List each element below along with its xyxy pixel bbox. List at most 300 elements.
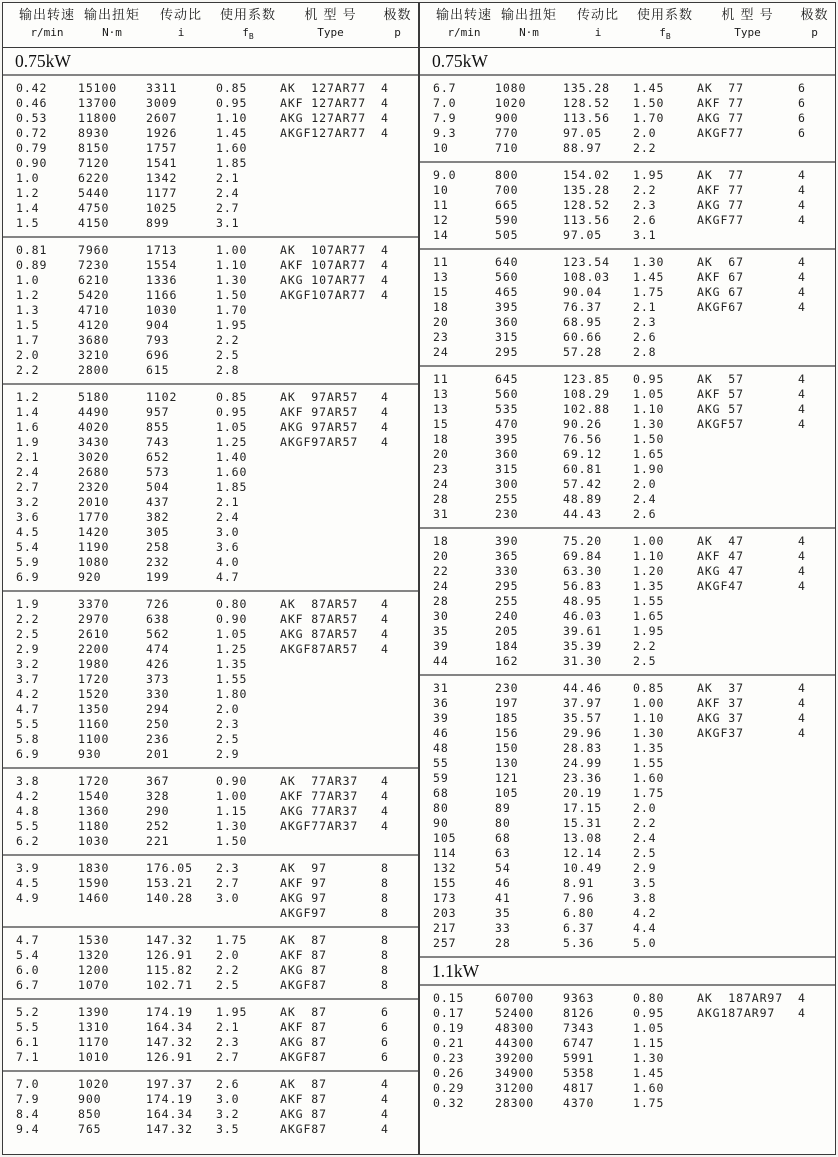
cell-type: AK 87 xyxy=(280,1077,327,1092)
header-unit: Type xyxy=(317,26,344,39)
table-row xyxy=(420,345,835,360)
cell-ratio: 2607 xyxy=(146,111,178,126)
cell-ratio: 258 xyxy=(146,540,170,555)
cell-type: AK 87AR57 xyxy=(280,597,359,612)
cell-type xyxy=(697,228,798,243)
cell-type xyxy=(280,687,381,702)
cell-type xyxy=(697,507,798,522)
table-row xyxy=(420,300,835,315)
cell-service-factor: 1.10 xyxy=(633,402,665,417)
cell-service-factor: 0.95 xyxy=(216,405,248,420)
table-row xyxy=(3,405,418,420)
cell-ratio: 1926 xyxy=(146,126,178,141)
cell-poles xyxy=(798,462,831,477)
cell-service-factor: 3.6 xyxy=(216,540,240,555)
cell-service-factor: 2.5 xyxy=(216,978,240,993)
cell-type xyxy=(697,846,798,861)
cell-service-factor: 2.6 xyxy=(633,213,657,228)
table-row xyxy=(3,834,418,849)
cell-ratio: 76.37 xyxy=(563,300,603,315)
cell-output-speed: 0.15 xyxy=(433,991,465,1006)
cell-output-torque: 1420 xyxy=(78,525,110,540)
cell-ratio: 176.05 xyxy=(146,861,193,876)
cell-service-factor: 1.95 xyxy=(633,624,665,639)
cell-ratio: 60.66 xyxy=(563,330,603,345)
cell-output-speed: 11 xyxy=(433,198,449,213)
cell-type xyxy=(697,756,798,771)
spec-row-group xyxy=(420,984,835,1116)
cell-output-speed: 5.4 xyxy=(16,948,40,963)
cell-output-speed: 2.9 xyxy=(16,642,40,657)
cell-output-torque: 770 xyxy=(495,126,519,141)
cell-poles: 4 xyxy=(381,81,389,96)
cell-output-torque: 560 xyxy=(495,270,519,285)
cell-ratio: 615 xyxy=(146,363,170,378)
cell-service-factor: 2.5 xyxy=(216,732,240,747)
table-row xyxy=(420,861,835,876)
header-service-factor xyxy=(216,8,280,43)
cell-poles: 4 xyxy=(798,696,806,711)
header-service-factor xyxy=(633,8,697,43)
cell-type xyxy=(697,330,798,345)
cell-poles xyxy=(798,936,831,951)
cell-type: AKGF77 xyxy=(697,126,744,141)
cell-output-speed: 15 xyxy=(433,417,449,432)
cell-output-torque: 185 xyxy=(495,711,519,726)
cell-ratio: 35.57 xyxy=(563,711,603,726)
cell-output-torque: 89 xyxy=(495,801,511,816)
cell-ratio: 1554 xyxy=(146,258,178,273)
spec-row-group xyxy=(3,767,418,854)
cell-output-torque: 850 xyxy=(78,1107,102,1122)
cell-output-torque: 315 xyxy=(495,330,519,345)
cell-ratio: 31.30 xyxy=(563,654,603,669)
table-row xyxy=(3,243,418,258)
table-row xyxy=(420,492,835,507)
cell-output-torque: 1160 xyxy=(78,717,110,732)
cell-output-speed: 257 xyxy=(433,936,457,951)
cell-output-speed: 2.2 xyxy=(16,612,40,627)
cell-service-factor: 2.6 xyxy=(633,507,657,522)
cell-type: AK 87 xyxy=(280,1005,327,1020)
cell-output-speed: 9.0 xyxy=(433,168,457,183)
cell-service-factor: 0.90 xyxy=(216,774,248,789)
cell-service-factor: 2.7 xyxy=(216,1050,240,1065)
cell-service-factor: 1.30 xyxy=(633,255,665,270)
cell-poles: 4 xyxy=(381,111,389,126)
table-row xyxy=(420,1051,835,1066)
table-row xyxy=(420,1036,835,1051)
cell-output-torque: 700 xyxy=(495,183,519,198)
cell-ratio: 13.08 xyxy=(563,831,603,846)
cell-type: AKF 87AR57 xyxy=(280,612,359,627)
cell-type xyxy=(697,786,798,801)
table-row xyxy=(3,819,418,834)
table-row xyxy=(420,432,835,447)
cell-service-factor: 1.90 xyxy=(633,462,665,477)
header-label: 使用系数 xyxy=(219,8,276,23)
cell-output-torque: 6220 xyxy=(78,171,110,186)
cell-ratio: 147.32 xyxy=(146,1035,193,1050)
cell-ratio: 5.36 xyxy=(563,936,595,951)
cell-output-torque: 930 xyxy=(78,747,102,762)
cell-output-torque: 2200 xyxy=(78,642,110,657)
cell-poles: 4 xyxy=(798,213,806,228)
cell-output-torque: 3680 xyxy=(78,333,110,348)
table-row xyxy=(3,555,418,570)
cell-type: AKF 107AR77 xyxy=(280,258,367,273)
cell-ratio: 57.28 xyxy=(563,345,603,360)
cell-poles xyxy=(798,801,831,816)
cell-poles: 4 xyxy=(381,405,389,420)
cell-output-torque: 470 xyxy=(495,417,519,432)
cell-output-speed: 6.9 xyxy=(16,570,40,585)
cell-output-speed: 0.19 xyxy=(433,1021,465,1036)
cell-poles: 4 xyxy=(798,726,806,741)
cell-ratio: 126.91 xyxy=(146,1050,193,1065)
cell-service-factor: 1.75 xyxy=(633,285,665,300)
table-row xyxy=(420,81,835,96)
table-row xyxy=(420,1066,835,1081)
cell-output-speed: 4.5 xyxy=(16,876,40,891)
table-row xyxy=(3,933,418,948)
cell-service-factor: 1.60 xyxy=(216,141,248,156)
table-row xyxy=(420,285,835,300)
cell-type xyxy=(280,717,381,732)
cell-ratio: 793 xyxy=(146,333,170,348)
cell-output-torque: 5440 xyxy=(78,186,110,201)
cell-output-speed: 1.2 xyxy=(16,390,40,405)
cell-service-factor: 2.1 xyxy=(633,300,657,315)
table-row xyxy=(3,732,418,747)
cell-poles xyxy=(381,732,414,747)
table-row xyxy=(3,510,418,525)
cell-type xyxy=(280,186,381,201)
cell-ratio: 328 xyxy=(146,789,170,804)
table-row xyxy=(420,609,835,624)
cell-service-factor: 1.20 xyxy=(633,564,665,579)
cell-type: AK 97 xyxy=(280,861,327,876)
cell-service-factor: 2.0 xyxy=(633,477,657,492)
cell-type xyxy=(280,465,381,480)
cell-output-speed: 13 xyxy=(433,402,449,417)
cell-poles xyxy=(381,657,414,672)
cell-type: AKGF67 xyxy=(697,300,744,315)
table-row xyxy=(3,1122,418,1137)
cell-type: AKGF97AR57 xyxy=(280,435,359,450)
header-unit: Type xyxy=(734,26,761,39)
cell-output-torque: 465 xyxy=(495,285,519,300)
cell-output-torque: 8930 xyxy=(78,126,110,141)
cell-poles xyxy=(381,540,414,555)
spec-table-right xyxy=(419,3,835,1154)
cell-type xyxy=(280,672,381,687)
cell-ratio: 48.95 xyxy=(563,594,603,609)
cell-service-factor: 2.2 xyxy=(633,816,657,831)
cell-service-factor: 3.0 xyxy=(216,525,240,540)
cell-output-torque: 35 xyxy=(495,906,511,921)
cell-ratio: 294 xyxy=(146,702,170,717)
cell-output-speed: 155 xyxy=(433,876,457,891)
cell-ratio: 90.04 xyxy=(563,285,603,300)
table-row xyxy=(420,387,835,402)
cell-poles: 4 xyxy=(798,549,806,564)
cell-type xyxy=(280,732,381,747)
cell-ratio: 250 xyxy=(146,717,170,732)
cell-poles: 4 xyxy=(798,183,806,198)
cell-ratio: 108.29 xyxy=(563,387,610,402)
cell-type xyxy=(280,363,381,378)
table-row xyxy=(3,273,418,288)
cell-ratio: 37.97 xyxy=(563,696,603,711)
cell-output-torque: 1180 xyxy=(78,819,110,834)
cell-poles: 4 xyxy=(381,1077,389,1092)
cell-type xyxy=(280,540,381,555)
cell-type: AK 57 xyxy=(697,372,744,387)
cell-output-torque: 710 xyxy=(495,141,519,156)
cell-output-torque: 1070 xyxy=(78,978,110,993)
table-row xyxy=(3,258,418,273)
cell-service-factor: 1.95 xyxy=(633,168,665,183)
table-row xyxy=(420,447,835,462)
cell-ratio: 69.12 xyxy=(563,447,603,462)
cell-ratio: 23.36 xyxy=(563,771,603,786)
cell-type: AK 37 xyxy=(697,681,744,696)
cell-ratio: 57.42 xyxy=(563,477,603,492)
table-row xyxy=(420,183,835,198)
table-row xyxy=(3,435,418,450)
cell-ratio: 88.97 xyxy=(563,141,603,156)
cell-type: AKF 77 xyxy=(697,183,744,198)
cell-service-factor: 1.15 xyxy=(216,804,248,819)
table-row xyxy=(3,774,418,789)
cell-output-torque: 6210 xyxy=(78,273,110,288)
cell-service-factor: 1.05 xyxy=(633,387,665,402)
cell-poles xyxy=(381,363,414,378)
table-row xyxy=(420,507,835,522)
cell-poles xyxy=(798,639,831,654)
cell-service-factor: 1.30 xyxy=(633,417,665,432)
cell-type xyxy=(697,861,798,876)
cell-ratio: 504 xyxy=(146,480,170,495)
table-row xyxy=(3,525,418,540)
cell-output-torque: 1080 xyxy=(78,555,110,570)
cell-ratio: 108.03 xyxy=(563,270,610,285)
cell-output-speed: 39 xyxy=(433,711,449,726)
cell-poles xyxy=(381,570,414,585)
cell-poles xyxy=(798,831,831,846)
cell-output-speed: 0.79 xyxy=(16,141,48,156)
table-row xyxy=(420,141,835,156)
cell-service-factor: 2.3 xyxy=(216,1035,240,1050)
cell-ratio: 28.83 xyxy=(563,741,603,756)
cell-output-speed: 20 xyxy=(433,315,449,330)
power-section-label: 0.75kW xyxy=(15,51,71,72)
cell-ratio: 90.26 xyxy=(563,417,603,432)
cell-service-factor: 2.1 xyxy=(216,495,240,510)
cell-service-factor: 1.65 xyxy=(633,609,665,624)
cell-output-torque: 54 xyxy=(495,861,511,876)
cell-type xyxy=(280,747,381,762)
table-row xyxy=(420,330,835,345)
cell-output-speed: 203 xyxy=(433,906,457,921)
cell-service-factor: 2.4 xyxy=(633,831,657,846)
cell-output-torque: 63 xyxy=(495,846,511,861)
cell-service-factor: 1.10 xyxy=(633,549,665,564)
spec-row-group xyxy=(3,383,418,590)
cell-output-speed: 6.0 xyxy=(16,963,40,978)
cell-service-factor: 1.75 xyxy=(633,786,665,801)
cell-type xyxy=(280,480,381,495)
cell-output-torque: 560 xyxy=(495,387,519,402)
cell-poles: 4 xyxy=(381,258,389,273)
cell-service-factor: 0.90 xyxy=(216,612,248,627)
cell-output-speed: 2.7 xyxy=(16,480,40,495)
cell-type xyxy=(697,876,798,891)
cell-type xyxy=(697,594,798,609)
cell-service-factor: 2.1 xyxy=(216,171,240,186)
cell-type xyxy=(697,831,798,846)
cell-type: AKG 77 xyxy=(697,111,744,126)
cell-service-factor: 2.5 xyxy=(633,846,657,861)
cell-ratio: 236 xyxy=(146,732,170,747)
cell-poles: 6 xyxy=(798,81,806,96)
cell-output-speed: 2.0 xyxy=(16,348,40,363)
cell-type: AKG 77 xyxy=(697,198,744,213)
cell-ratio: 113.56 xyxy=(563,111,610,126)
spec-row-group xyxy=(3,926,418,998)
cell-ratio: 128.52 xyxy=(563,198,610,213)
cell-output-torque: 1590 xyxy=(78,876,110,891)
cell-type xyxy=(280,510,381,525)
cell-type xyxy=(280,156,381,171)
cell-service-factor: 1.00 xyxy=(633,696,665,711)
cell-type xyxy=(280,702,381,717)
table-row xyxy=(3,288,418,303)
cell-poles: 8 xyxy=(381,963,389,978)
cell-output-torque: 230 xyxy=(495,507,519,522)
table-row xyxy=(420,549,835,564)
cell-output-speed: 36 xyxy=(433,696,449,711)
cell-poles xyxy=(798,816,831,831)
spec-table-left xyxy=(3,3,419,1154)
cell-poles xyxy=(798,1021,831,1036)
cell-ratio: 305 xyxy=(146,525,170,540)
table-row xyxy=(420,726,835,741)
header-unit: N·m xyxy=(102,26,122,39)
cell-service-factor: 2.7 xyxy=(216,876,240,891)
cell-ratio: 12.14 xyxy=(563,846,603,861)
table-row xyxy=(420,991,835,1006)
table-row xyxy=(420,639,835,654)
cell-output-torque: 230 xyxy=(495,681,519,696)
cell-output-torque: 255 xyxy=(495,594,519,609)
table-row xyxy=(3,450,418,465)
cell-poles xyxy=(798,921,831,936)
cell-output-speed: 48 xyxy=(433,741,449,756)
table-row xyxy=(3,1005,418,1020)
cell-ratio: 17.15 xyxy=(563,801,603,816)
table-row xyxy=(3,540,418,555)
spec-row-group xyxy=(420,161,835,248)
cell-type: AKF 97AR57 xyxy=(280,405,359,420)
cell-ratio: 232 xyxy=(146,555,170,570)
cell-output-torque: 2010 xyxy=(78,495,110,510)
table-row xyxy=(420,801,835,816)
table-row xyxy=(3,642,418,657)
cell-service-factor: 1.50 xyxy=(633,432,665,447)
table-row xyxy=(420,831,835,846)
cell-service-factor: 1.55 xyxy=(216,672,248,687)
cell-ratio: 153.21 xyxy=(146,876,193,891)
cell-poles xyxy=(798,1096,831,1111)
cell-output-speed: 0.42 xyxy=(16,81,48,96)
cell-poles xyxy=(798,756,831,771)
cell-output-torque: 34900 xyxy=(495,1066,535,1081)
cell-output-torque: 1720 xyxy=(78,774,110,789)
cell-output-speed: 10 xyxy=(433,141,449,156)
cell-output-torque: 1020 xyxy=(495,96,527,111)
cell-ratio: 102.88 xyxy=(563,402,610,417)
cell-ratio: 1757 xyxy=(146,141,178,156)
cell-output-torque: 240 xyxy=(495,609,519,624)
header-label: 极数 xyxy=(800,8,829,23)
table-row xyxy=(3,465,418,480)
cell-type: AKGF57 xyxy=(697,417,744,432)
cell-output-torque: 1030 xyxy=(78,834,110,849)
cell-output-torque: 1190 xyxy=(78,540,110,555)
cell-output-speed: 5.8 xyxy=(16,732,40,747)
table-row xyxy=(3,216,418,231)
table-row xyxy=(3,333,418,348)
header-output-speed xyxy=(433,8,495,43)
cell-output-torque: 130 xyxy=(495,756,519,771)
cell-output-speed: 28 xyxy=(433,492,449,507)
cell-service-factor: 0.95 xyxy=(633,372,665,387)
cell-poles: 4 xyxy=(798,991,806,1006)
cell-output-torque: 105 xyxy=(495,786,519,801)
cell-type: AK 97AR57 xyxy=(280,390,359,405)
cell-output-torque: 645 xyxy=(495,372,519,387)
spec-row-group xyxy=(3,1070,418,1142)
table-row xyxy=(3,171,418,186)
spec-row-group xyxy=(420,674,835,956)
table-row xyxy=(3,1035,418,1050)
cell-service-factor: 1.25 xyxy=(216,642,248,657)
header-ratio xyxy=(146,8,216,43)
cell-service-factor: 1.70 xyxy=(216,303,248,318)
cell-service-factor: 1.25 xyxy=(216,435,248,450)
cell-output-torque: 7230 xyxy=(78,258,110,273)
cell-poles xyxy=(381,834,414,849)
cell-poles xyxy=(381,450,414,465)
cell-output-torque: 68 xyxy=(495,831,511,846)
cell-type xyxy=(697,447,798,462)
table-row xyxy=(3,1107,418,1122)
cell-output-torque: 1520 xyxy=(78,687,110,702)
cell-output-torque: 7120 xyxy=(78,156,110,171)
cell-poles xyxy=(381,156,414,171)
cell-service-factor: 1.50 xyxy=(216,834,248,849)
cell-type xyxy=(280,141,381,156)
cell-output-speed: 5.2 xyxy=(16,1005,40,1020)
cell-ratio: 199 xyxy=(146,570,170,585)
cell-output-speed: 44 xyxy=(433,654,449,669)
cell-service-factor: 3.8 xyxy=(633,891,657,906)
table-body-right xyxy=(420,48,835,1154)
cell-poles: 4 xyxy=(798,387,806,402)
cell-service-factor: 2.0 xyxy=(633,801,657,816)
